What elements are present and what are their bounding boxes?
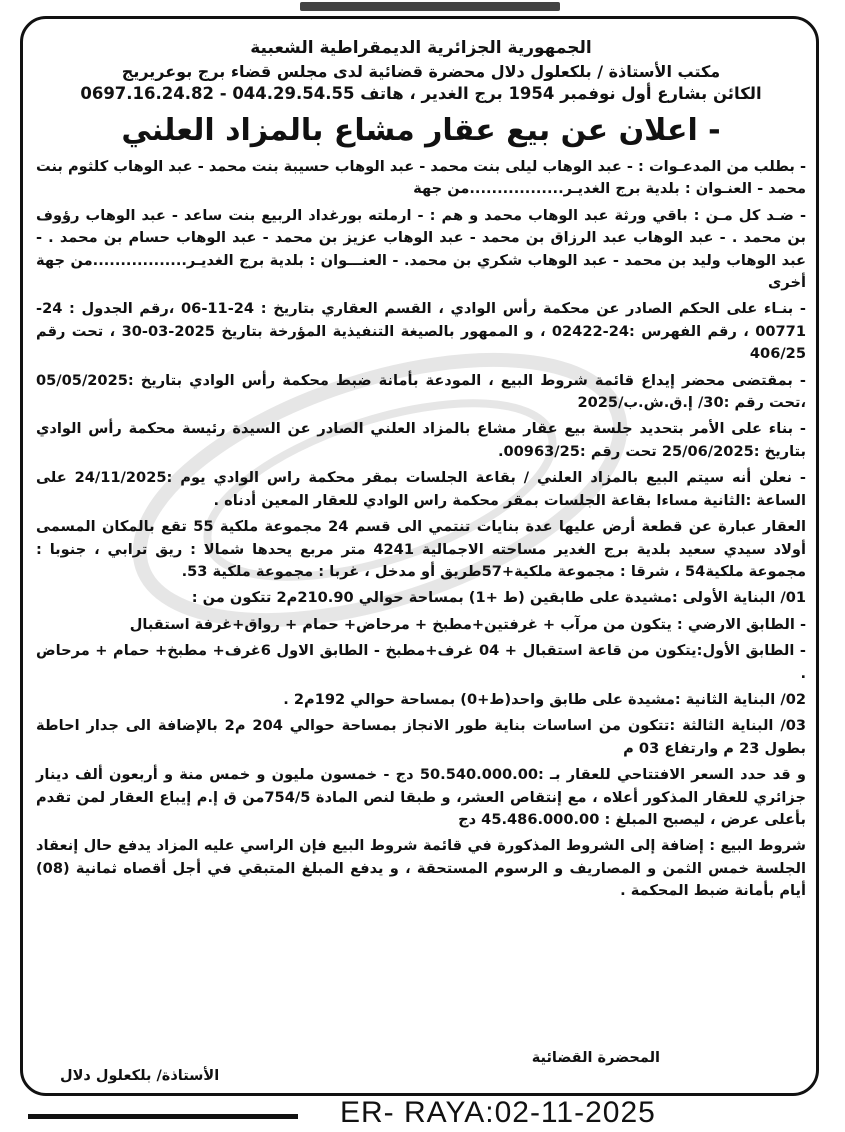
paragraph-sale-date: - نعلن أنه سيتم البيع بالمزاد العلني / بقاعة الجلسات بمقر محكمة راس الوادي يوم :24/11/2025 على الساعة :الثانية مساءا بقاعة الجلسات بمقر محكمة راس الوادي للعقار المعين أدناه . <box>36 469 806 509</box>
paragraph-ground-floor: - الطابق الارضي : يتكون من مرآب + غرفتين+مطبخ + مرحاض+ حمام + رواق+غرفة استقبال <box>129 615 806 633</box>
paragraph-building-1: 01/ البناية الأولى :مشيدة على طابقين (ط +1) بمساحة حوالي 210.90م2 تتكون من : <box>191 589 806 607</box>
paragraph-deposit: - بمقتضى محضر إيداع قائمة شروط البيع ، المودعة بأمانة ضبط محكمة رأس الوادي بتاريخ :05/05/2025 ،تحت رقم :30/ إ.ق.ش.ب/2025 <box>36 371 806 412</box>
top-cropped-strip <box>0 0 845 16</box>
paragraph-first-floor: - الطابق الأول:يتكون من قاعة استقبال + 04 غرف+مطبخ - الطابق الاول 6غرف+ مطبخ+ حمام + مرحاض . <box>36 642 806 682</box>
paragraph-building-3: 03/ البناية الثالثة :تتكون من اساسات بناية طور الانجاز بمساحة حوالي 204 م2 بالإضافة الى جدار احاطة بطول 23 م وارتفاع 03 م <box>36 717 806 757</box>
paragraph-property: العقار عبارة عن قطعة أرض عليها عدة بنايات تنتمي الى قسم 24 مجموعة ملكية 55 تقع بالمكان المسمى أولاد سيدي سعيد بلدية برج الغدير مساحته الاجمالية 4241 متر مربع يحدها شمالا : ريق ترابي ، جنوبا : مجموعة ملكية54 ، شرقا : مجموعة ملكية+57طريق أو مدخل ، غربا : مجموعة ملكية 53. <box>36 518 806 580</box>
republic-heading: الجمهورية الجزائرية الديمقراطية الشعبية <box>250 38 592 58</box>
newspaper-footer: ER- RAYA:02-11-2025 <box>340 1096 656 1129</box>
announcement-title: - اعلان عن بيع عقار مشاع بالمزاد العلني <box>121 113 721 148</box>
announcement-content <box>36 30 806 907</box>
address-heading: الكائن بشارع أول نوفمبر 1954 برج الغدير ، هاتف 044.29.54.55 - 0697.16.24.82 <box>80 84 762 103</box>
cropped-previous-footer <box>300 2 560 11</box>
paragraph-price: و قد حدد السعر الافتتاحي للعقار بـ :50.540.000.00 دج - خمسون مليون و خمس منة و أربعون ألف دينار جزائري للعقار المذكور أعلاه ، مع إنتقاص العشر، و طبقا لنص المادة 754/5من ق إ.م إيباع العقار لمن تقدم بأعلى عرض ، ليصبح المبلغ : 45.486.000.00 دج <box>36 766 806 828</box>
signature-block <box>40 1044 780 1092</box>
office-heading: مكتب الأستاذة / بلكعلول دلال محضرة قضائية لدى مجلس قضاء برج بوعريريج <box>121 62 721 81</box>
signature-role: المحضرة القضائية <box>531 1050 660 1066</box>
signature-name: الأستاذة/ بلكعلول دلال <box>60 1068 220 1084</box>
paragraph-order: - بناء على الأمر بتحديد جلسة بيع عقار مشاع بالمزاد العلني الصادر عن السيدة رئيسة محكمة رأس الوادي بتاريخ :25/06/2025 تحت رقم :00963/25. <box>36 420 806 460</box>
paragraph-defendants: - ضـد كل مـن : باقي ورثة عبد الوهاب محمد و هم : - ارملته بورغداد الربيع بنت ساعد - عبد الوهاب رؤوف بن محمد . - عبد الوهاب عبد الرزاق بن محمد - عبد الوهاب عزيز بن محمد - عبد الوهاب حسام بن محمد . - عبد الوهاب وليد بن محمد - عبد الوهاب شكري بن محمد. - العنـــوان : بلدية برج الغديـر.................من جهة أخرى <box>36 206 806 292</box>
paragraph-judgment: - بنـاء على الحكم الصادر عن محكمة رأس الوادي ، القسم العقاري بتاريخ : 24-11-06 ،رقم الجدول : 24-00771 ، رقم الفهرس :24-02422 ، و الممهور بالصيغة التنفيذية المؤرخة بتاريخ 2025-03-30 ، تحت رقم 406/25 <box>36 300 806 363</box>
paragraph-conditions: شروط البيع : إضافة إلى الشروط المذكورة في قائمة شروط البيع فإن الراسي عليه المزاد يدفع حال إنعقاد الجلسة خمس الثمن و المصاريف و الرسوم المستحقة ، و يدفع المبلغ المتبقي في أجل أقصاه ثمانية (08) أيام بأمانة ضبط المحكمة . <box>36 837 806 900</box>
paragraph-building-2: 02/ البناية الثانية :مشيدة على طابق واحد(ط+0) بمساحة حوالي 192م2 . <box>283 690 806 708</box>
paragraph-requesters: - بطلب من المدعـوات : - عبد الوهاب ليلى بنت محمد - عبد الوهاب حسيبة بنت محمد - عبد الوهاب كلثوم بنت محمد - العنـوان : بلدية برج الغديـر.................من جهة <box>36 158 806 198</box>
bottom-rule <box>28 1114 298 1119</box>
